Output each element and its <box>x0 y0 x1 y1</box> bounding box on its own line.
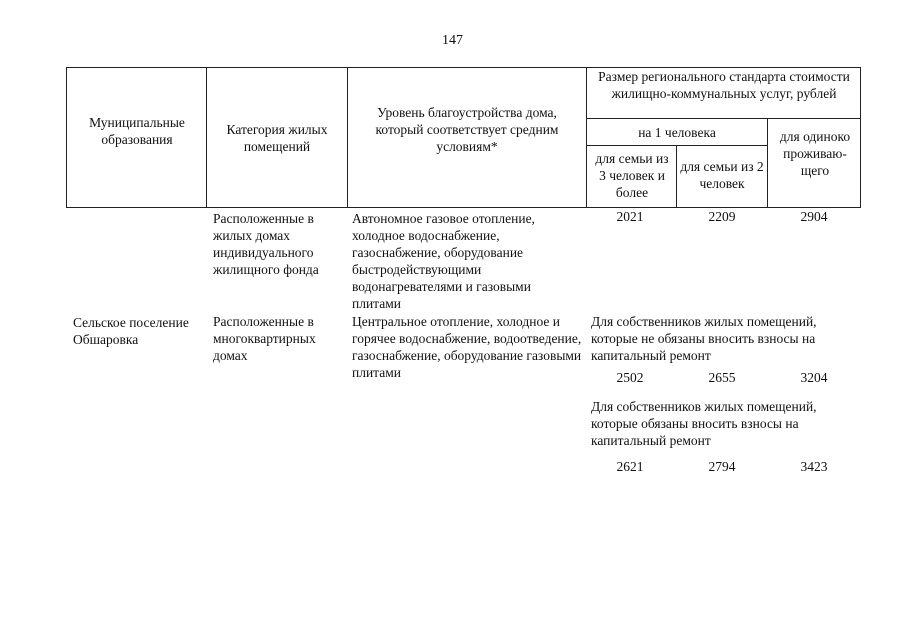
value-single-obliged: 3423 <box>800 459 828 474</box>
table-divider <box>586 118 861 119</box>
header-family2: для семьи из 2 человек <box>680 159 764 191</box>
header-per-person: на 1 человека <box>638 125 716 140</box>
table-border-right <box>860 67 861 208</box>
table-divider <box>586 67 587 208</box>
note-not-obliged: Для собственников жилых помещений, которые не обязаны вносить взносы на капитальный ремонт <box>591 314 817 363</box>
value-family3-obliged: 2621 <box>616 459 644 474</box>
table-divider <box>347 67 348 208</box>
table-divider <box>206 67 207 208</box>
header-family3: для семьи из 3 человек и более <box>595 151 669 200</box>
header-level: Уровень благоустройства дома, который соответствует средним условиям* <box>375 105 559 154</box>
value-family2-private: 2209 <box>708 209 736 224</box>
note-obliged: Для собственников жилых помещений, которые обязаны вносить взносы на капитальный ремонт <box>591 399 817 448</box>
table-divider <box>676 145 677 208</box>
header-municipal: Муниципальные образования <box>89 115 185 147</box>
municipality-name: Сельское поселение Обшаровка <box>73 315 189 347</box>
header-category: Категория жилых помещений <box>226 122 328 154</box>
value-single-private: 2904 <box>800 209 828 224</box>
level-private-houses: Автономное газовое отопление, холодное водоснабжение, газоснабжение, оборудование быстродействующими водонагревателями и газовыми плитами <box>352 211 535 311</box>
value-family2-not-obliged: 2655 <box>708 370 736 385</box>
value-family2-obliged: 2794 <box>708 459 736 474</box>
value-family3-not-obliged: 2502 <box>616 370 644 385</box>
page-number: 147 <box>442 33 463 48</box>
value-single-not-obliged: 3204 <box>800 370 828 385</box>
table-border-left <box>66 67 67 208</box>
table-divider <box>767 118 768 208</box>
category-apartment-houses: Расположенные в многоквартирных домах <box>213 314 316 363</box>
level-apartment-houses: Центральное отопление, холодное и горячее водоснабжение, водоотведение, газоснабжение, оборудование газовыми плитами <box>352 314 582 380</box>
value-family3-private: 2021 <box>616 209 644 224</box>
category-private-houses: Расположенные в жилых домах индивидуального жилищного фонда <box>213 211 319 277</box>
header-size-group: Размер регионального стандарта стоимости жилищно-коммунальных услуг, рублей <box>598 69 850 101</box>
header-single: для одиноко проживаю-щего <box>779 129 851 178</box>
